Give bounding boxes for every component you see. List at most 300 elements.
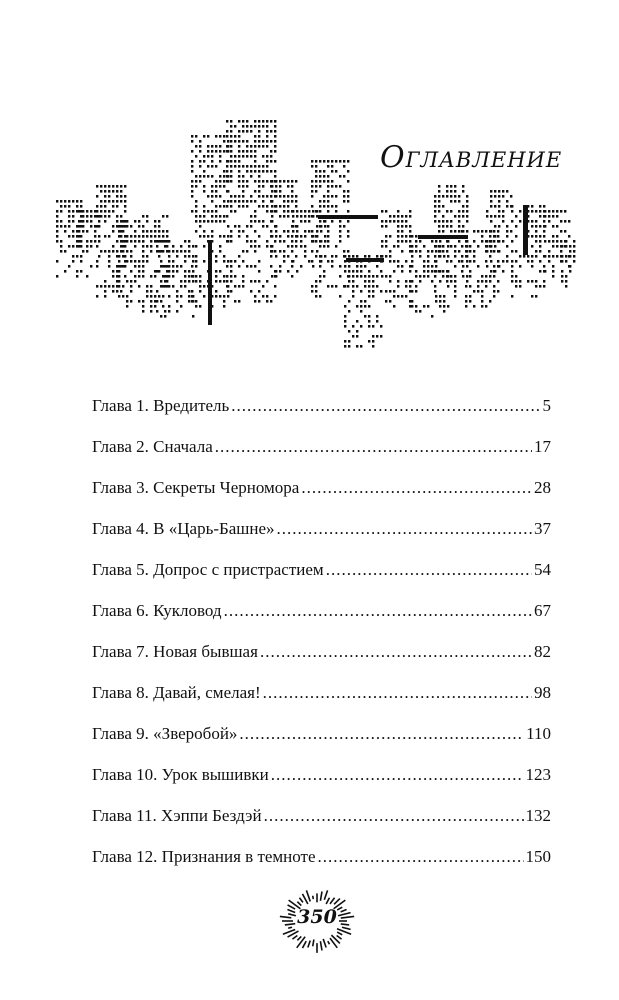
skyline-window [90,225,92,228]
skyline-window [64,225,66,228]
skyline-window [219,220,221,223]
skyline-window [497,235,499,238]
skyline-window [271,250,273,253]
skyline-window [348,345,350,348]
skyline-window [271,220,273,223]
skyline-window [381,225,383,228]
skyline-window [96,225,98,228]
skyline-window [219,160,221,163]
skyline-window [364,305,366,308]
skyline-window [450,260,452,263]
skyline-window [238,170,240,173]
skyline-window [389,300,391,303]
skyline-window [295,180,297,183]
skyline-window [124,185,126,188]
skyline-window [401,265,403,268]
toc-entry[interactable] [92,519,551,560]
skyline-window [124,210,126,213]
skyline-window [230,170,232,173]
skyline-window [234,155,236,158]
skyline-window [439,280,441,283]
skyline-window [172,270,174,273]
skyline-window [215,185,217,188]
skyline-window [543,205,545,208]
skyline-window [291,200,293,203]
skyline-window [477,265,479,268]
skyline-window [315,285,317,288]
skyline-window [292,210,294,213]
toc-entry[interactable] [92,437,551,478]
skyline-window [469,250,471,253]
skyline-window [116,200,118,203]
skyline-window [348,275,350,278]
skyline-window [270,120,272,123]
skyline-window [560,240,562,243]
skyline-window [462,205,464,208]
skyline-window [494,270,496,273]
skyline-window [561,255,563,258]
skyline-window [565,280,567,283]
skyline-window [319,255,321,258]
skyline-window [539,205,541,208]
skyline-window [466,200,468,203]
skyline-window [199,285,201,288]
skyline-window [124,195,126,198]
skyline-window [327,175,329,178]
skyline-window [184,240,186,243]
skyline-window [275,275,277,278]
skyline-window [431,280,433,283]
skyline-window [226,130,228,133]
skyline-window [219,215,221,218]
skyline-window [434,285,436,288]
skyline-window [519,220,521,223]
skyline-window [450,190,452,193]
skyline-window [438,205,440,208]
skyline-window [458,220,460,223]
skyline-window [219,270,221,273]
skyline-window [246,125,248,128]
skyline-window [184,250,186,253]
skyline-window [323,275,325,278]
toc-entry-page: 54 [534,560,551,579]
skyline-window [271,205,273,208]
skyline-window [242,120,244,123]
skyline-window [339,240,341,243]
skyline-window [112,270,114,273]
skyline-window [226,170,228,173]
skyline-window [262,295,264,298]
skyline-window [287,180,289,183]
toc-entry[interactable] [92,847,551,888]
skyline-window [415,285,417,288]
skyline-window [176,300,178,303]
skyline-window [238,180,240,183]
skyline-window [134,260,136,263]
skyline-window [556,255,558,258]
skyline-window [515,250,517,253]
skyline-window [465,240,467,243]
skyline-window [195,275,197,278]
skyline-window [372,345,374,348]
skyline-window [397,245,399,248]
skyline-window [242,175,244,178]
skyline-window [327,235,329,238]
skyline-window [454,295,456,298]
skyline-window [275,205,277,208]
skyline-window [490,260,492,263]
skyline-window [485,280,487,283]
skyline-window [315,165,317,168]
skyline-window [72,230,74,233]
skyline-window [250,215,252,218]
skyline-window [364,265,366,268]
skyline-window [138,265,140,268]
skyline-window [215,195,217,198]
skyline-window [494,215,496,218]
skyline-window [246,170,248,173]
skyline-window [242,130,244,133]
skyline-window [427,275,429,278]
skyline-window [368,275,370,278]
skyline-window [434,215,436,218]
skyline-window [348,255,350,258]
skyline-window [287,235,289,238]
skyline-window [466,195,468,198]
skyline-window [393,295,395,298]
skyline-window [466,205,468,208]
skyline-window [405,225,407,228]
skyline-window [211,175,213,178]
skyline-window [56,200,58,203]
skyline-window [331,185,333,188]
skyline-window [72,215,74,218]
toc-entry[interactable] [92,560,551,601]
skyline-window [327,260,329,263]
skyline-window [199,165,201,168]
skyline-window [203,220,205,223]
skyline-window [215,145,217,148]
skyline-window [490,270,492,273]
skyline-window [258,175,260,178]
skyline-window [304,215,306,218]
skyline-window [502,210,504,213]
skyline-window [519,265,521,268]
skyline-window [304,210,306,213]
skyline-window [122,265,124,268]
skyline-window [238,130,240,133]
skyline-window [227,260,229,263]
skyline-window [527,260,529,263]
skyline-window [327,240,329,243]
skyline-window [344,320,346,323]
skyline-window [258,180,260,183]
skyline-window [160,260,162,263]
toc-entry[interactable] [92,642,551,683]
skyline-window [376,265,378,268]
skyline-window [498,200,500,203]
skyline-window [112,290,114,293]
skyline-window [380,270,382,273]
skyline-window [223,300,225,303]
skyline-window [279,180,281,183]
skyline-window [368,325,370,328]
skyline-window [389,275,391,278]
skyline-window [389,220,391,223]
skyline-window [203,295,205,298]
skyline-window [112,230,114,233]
skyline-window [130,240,132,243]
skyline-window [493,230,495,233]
skyline-window [142,275,144,278]
toc-entry[interactable] [92,806,551,847]
skyline-window [254,220,256,223]
skyline-window [60,220,62,223]
skyline-window [319,260,321,263]
skyline-window [118,255,120,258]
skyline-window [254,230,256,233]
skyline-window [211,155,213,158]
skyline-window [188,245,190,248]
skyline-window [368,340,370,343]
skyline-window [323,205,325,208]
skyline-window [291,245,293,248]
skyline-window [446,280,448,283]
skyline-window [262,140,264,143]
skyline-window [311,205,313,208]
toc-entry[interactable] [92,683,551,724]
skyline-window [295,205,297,208]
skyline-window [142,260,144,263]
toc-leader-dots [326,560,532,580]
skyline-window [411,255,413,258]
skyline-window [466,215,468,218]
toc-entry-page: 150 [525,847,551,866]
skyline-window [191,275,193,278]
skyline-window [560,210,562,213]
skyline-window [258,190,260,193]
skyline-window [393,220,395,223]
skyline-window [564,230,566,233]
skyline-window [199,280,201,283]
skyline-window [230,180,232,183]
skyline-window [454,195,456,198]
skyline-window [230,195,232,198]
skyline-window [188,280,190,283]
skyline-window [158,295,160,298]
skyline-window [82,210,84,213]
skyline-window [226,215,228,218]
skyline-window [138,220,140,223]
skyline-window [442,230,444,233]
skyline-window [442,205,444,208]
skyline-window [184,270,186,273]
skyline-window [64,200,66,203]
skyline-window [156,240,158,243]
skyline-window [116,215,118,218]
skyline-window [348,280,350,283]
skyline-window [130,300,132,303]
skyline-window [246,165,248,168]
skyline-window [415,250,417,253]
skyline-window [486,210,488,213]
skyline-window [112,245,114,248]
skyline-window [142,310,144,313]
skyline-window [262,225,264,228]
toc-entry[interactable] [92,724,551,765]
skyline-window [203,175,205,178]
skyline-window [552,215,554,218]
skyline-window [98,255,100,258]
skyline-window [498,195,500,198]
skyline-window [80,270,82,273]
skyline-window [164,245,166,248]
skyline-window [258,245,260,248]
skyline-window [442,250,444,253]
skyline-window [211,200,213,203]
skyline-window [544,270,546,273]
skyline-window [219,245,221,248]
skyline-window [215,295,217,298]
skyline-window [215,275,217,278]
skyline-window [258,205,260,208]
skyline-window [266,245,268,248]
skyline-window [242,250,244,253]
skyline-window [130,255,132,258]
skyline-window [323,170,325,173]
skyline-window [162,215,164,218]
skyline-window [254,170,256,173]
skyline-window [527,280,529,283]
skyline-window [450,280,452,283]
skyline-window [230,205,232,208]
skyline-window [207,235,209,238]
toc-entry[interactable] [92,478,551,519]
skyline-window [246,130,248,133]
toc-entry[interactable] [92,396,551,437]
skyline-window [489,275,491,278]
skyline-window [561,245,563,248]
skyline-window [160,315,162,318]
skyline-window [68,235,70,238]
skyline-window [60,200,62,203]
skyline-window [466,220,468,223]
skyline-window [552,275,554,278]
skyline-window [258,290,260,293]
skyline-window [291,195,293,198]
skyline-window [207,145,209,148]
skyline-window [146,220,148,223]
skyline-window [458,230,460,233]
skyline-window [223,140,225,143]
skyline-window [465,305,467,308]
skyline-window [401,230,403,233]
skyline-window [250,145,252,148]
skyline-window [300,245,302,248]
skyline-window [283,200,285,203]
skyline-window [461,270,463,273]
skyline-window [78,230,80,233]
skyline-window [68,200,70,203]
skyline-window [381,245,383,248]
skyline-window [112,210,114,213]
toc-entry-page: 132 [525,806,551,825]
skyline-window [271,275,273,278]
toc-entry-label: Глава 2. Сначала [92,437,213,456]
skyline-window [258,260,260,263]
skyline-window [360,275,362,278]
skyline-window [266,130,268,133]
skyline-window [146,285,148,288]
toc-entry[interactable] [92,601,551,642]
skyline-window [226,280,228,283]
skyline-window [531,295,533,298]
skyline-window [250,245,252,248]
skyline-window [271,200,273,203]
skyline-window [230,120,232,123]
skyline-window [211,195,213,198]
skyline-window [96,185,98,188]
skyline-window [438,195,440,198]
skyline-window [126,260,128,263]
skyline-window [319,170,321,173]
skyline-window [164,315,166,318]
skyline-window [274,240,276,243]
skyline-window [434,270,436,273]
skyline-window [80,260,82,263]
skyline-window [254,210,256,213]
skyline-window [548,210,550,213]
skyline-window [443,305,445,308]
skyline-window [462,210,464,213]
skyline-window [348,330,350,333]
skyline-window [274,130,276,133]
skyline-window [304,255,306,258]
toc-entry[interactable] [92,765,551,806]
skyline-window [274,150,276,153]
skyline-window [238,160,240,163]
skyline-window [466,275,468,278]
skyline-stroke [346,258,384,262]
skyline-window [56,230,58,233]
skyline-window [191,180,193,183]
skyline-window [238,195,240,198]
skyline-window [561,270,563,273]
skyline-window [266,225,268,228]
skyline-window [397,210,399,213]
skyline-window [498,225,500,228]
skyline-window [118,285,120,288]
skyline-window [266,195,268,198]
skyline-window [56,220,58,223]
skyline-window [300,220,302,223]
skyline-window [401,235,403,238]
skyline-window [283,250,285,253]
skyline-window [473,240,475,243]
skyline-window [219,205,221,208]
skyline-window [446,220,448,223]
skyline-window [494,245,496,248]
skyline-window [401,220,403,223]
skyline-window [556,245,558,248]
skyline-window [308,220,310,223]
skyline-window [477,245,479,248]
skyline-window [238,140,240,143]
skyline-window [142,270,144,273]
skyline-window [344,345,346,348]
skyline-window [72,210,74,213]
skyline-window [279,250,281,253]
